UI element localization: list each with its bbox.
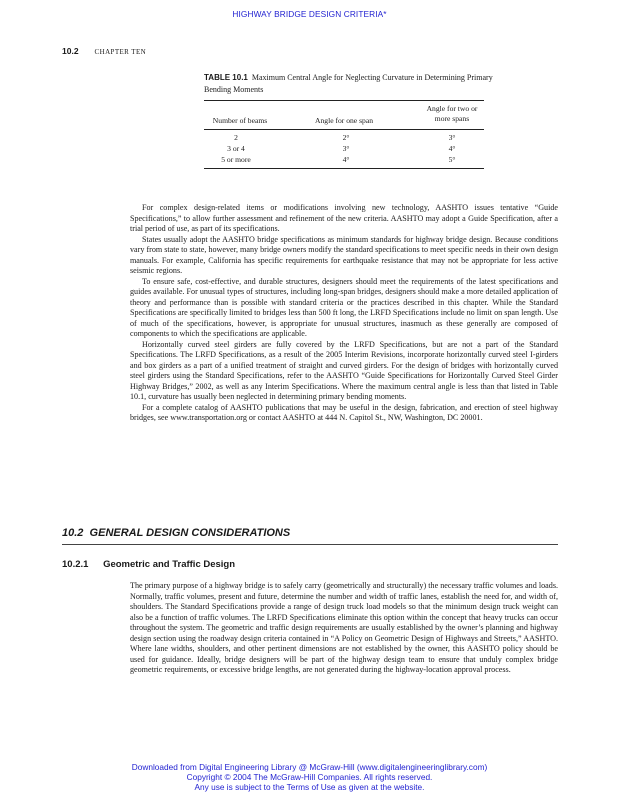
footer-terms: Any use is subject to the Terms of Use as given at the website. — [194, 782, 425, 792]
section-title: GENERAL DESIGN CONSIDERATIONS — [89, 527, 291, 539]
subsection-number: 10.2.1 — [62, 559, 89, 570]
page-footer — [0, 762, 619, 792]
subsection-heading — [62, 559, 235, 570]
body-text — [130, 203, 558, 424]
paragraph: The primary purpose of a highway bridge is to safely carry (geometrically and structurally) the necessary traffic volumes and loads. Normally, traffic volumes, present and future, determine the number and width of traffic lanes, establish the need for, and width of, shoulders. The Standard Specifications provide a range of design truck load models so that the minimum design truck weight can also be a function of traffic volumes. The LRFD Specifications eliminate this option within the concept that heavy trucks can occur throughout the system. The geometric and traffic design requirements are usually established by the owner’s planning and highway design section using the roadway design criteria contained in “A Policy on Geometric Design of Highways and Streets,” AASHTO. Where lane widths, shoulders, and other pertinent dimensions are not established by the owner, this AASHTO policy should be used for guidance. Ideally, bridge designers will be part of the highway design team to ensure that unduly complex bridge geometric requirements, or excessive bridge lengths, are not generated during the highway-location approval process. — [130, 581, 558, 674]
table-cell: 4° — [342, 155, 350, 164]
page-banner: HIGHWAY BRIDGE DESIGN CRITERIA* — [232, 9, 387, 19]
paragraph: For complex design-related items or modifications involving new technology, AASHTO issues tentative “Guide Specifications,” to allow further assessment and refinement of the new criteria. AASHTO may adopt a Guide Specification, after a trial period of use, as part of its specifications. — [130, 203, 558, 233]
chapter-label: CHAPTER TEN — [94, 48, 147, 56]
table-label: TABLE 10.1 — [204, 73, 248, 82]
running-head — [62, 46, 146, 56]
table-caption — [204, 72, 494, 95]
footer-download-link[interactable]: Downloaded from Digital Engineering Library @ McGraw-Hill (www.digitalengineeringlibrary.com) — [131, 762, 488, 772]
table-header-two-spans-line1: Angle for two or — [426, 104, 478, 113]
section-number: 10.2 — [62, 527, 84, 539]
table-cell: 5° — [448, 155, 456, 164]
paragraph: Horizontally curved steel girders are fully covered by the LRFD Specifications, but are not a part of the Standard Specifications. The LRFD Specifications, as a result of the 2005 Interim Revisions, incorporate horizontally curved steel I-girders and box girders as a part of a unified treatment of straight and curved girders. For the design of bridges with horizontally curved steel girders using the Standard Specifications, refer to the AASHTO “Guide Specifications for Horizontally Curved Steel Girder Highway Bridges,” 2002, as well as any Interim Specifications. Where the maximum central angle is less than that listed in Table 10.1, curvature has usually been neglected in determining primary bending moments. — [130, 339, 558, 401]
paragraph: States usually adopt the AASHTO bridge specifications as minimum standards for highway bridge design. Because conditions vary from state to state, however, many bridge owners modify the standard specifications to meet specific needs in their own design manuals. For example, California has specific requirements for earthquake resistance that may not be appropriate for less active seismic regions. — [130, 234, 558, 275]
table-cell: 2° — [342, 133, 350, 142]
table-bottom-rule — [204, 168, 484, 169]
table-header-two-spans-line2: more spans — [434, 114, 470, 123]
table-header-rule — [204, 129, 484, 130]
table-cell: 3° — [448, 133, 456, 142]
page-number: 10.2 — [62, 46, 79, 56]
paragraph: For a complete catalog of AASHTO publications that may be useful in the design, fabrication, and erection of steel highway bridges, see www.transportation.org or contact AASHTO at 444 N. Capitol St., NW, Washington, DC 20001. — [130, 402, 558, 422]
table-header-beams: Number of beams — [212, 116, 268, 125]
footer-copyright: Copyright © 2004 The McGraw-Hill Companies. All rights reserved. — [186, 772, 433, 782]
table-title: Maximum Central Angle for Neglecting Curvature in Determining Primary Bending Moments — [204, 73, 493, 94]
subsection-title: Geometric and Traffic Design — [103, 559, 236, 570]
table-cell: 5 or more — [221, 155, 251, 164]
section-heading — [62, 527, 558, 545]
table-top-rule — [204, 100, 484, 101]
table-cell: 3 or 4 — [227, 144, 245, 153]
table-header-one-span: Angle for one span — [315, 116, 373, 125]
paragraph: To ensure safe, cost-effective, and durable structures, designers should meet the requirements of the latest specifications and guides available. For unusual types of structures, including long-span bridges, designers should make a more detailed application of theory and performance than is possible with standard criteria or the practices described in this chapter. While the Standard Specifications are specifically limited to bridges less than 500 ft long, the LRFD Specifications include no limit on span length. Use of much of the specifications, however, is appropriate for unusual structures, inasmuch as these generally are composed of components to which the specifications are applicable. — [130, 276, 558, 338]
table-cell: 3° — [342, 144, 350, 153]
subsection-body — [130, 581, 558, 676]
table-cell: 4° — [448, 144, 456, 153]
table-header-two-spans — [412, 104, 492, 124]
table-cell: 2 — [234, 133, 238, 142]
